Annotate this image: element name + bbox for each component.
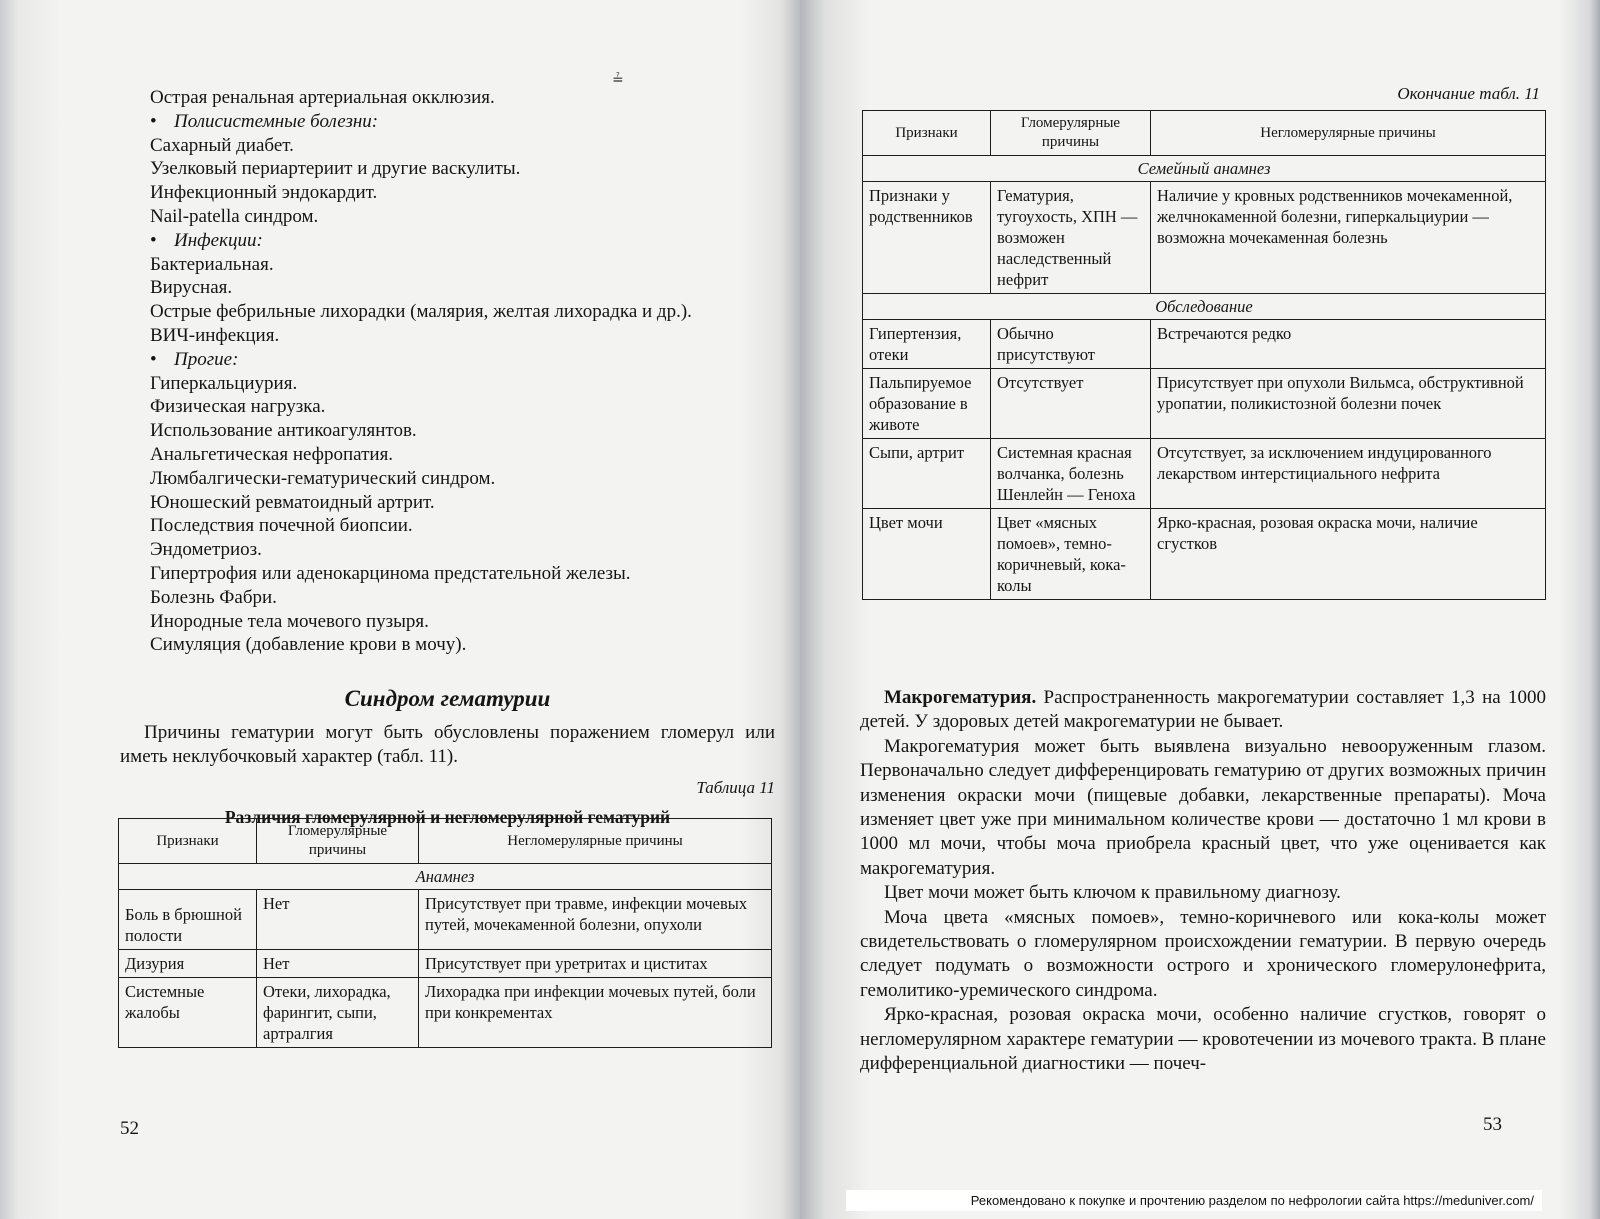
left-section bbox=[120, 675, 775, 830]
table-cell: Пальпируемое образование в животе bbox=[863, 369, 991, 439]
list-item: Вирусная. bbox=[150, 277, 233, 299]
list-item: Острые фебрильные лихорадки (малярия, желтая лихорадка и др.). bbox=[150, 301, 692, 323]
table-cell: Дизурия bbox=[119, 950, 257, 978]
table-row bbox=[119, 890, 772, 950]
list-item: Инородные тела мочевого пузыря. bbox=[150, 610, 429, 632]
right-page bbox=[800, 0, 1600, 1219]
paragraph-text: Распространенность макрогематурии составляет 1,3 на 1000 детей. У здоровых детей макрогематурии не бывает. bbox=[860, 687, 1546, 733]
table-row bbox=[863, 320, 1546, 369]
list-item: Гипертрофия или аденокарцинома предстательной железы. bbox=[150, 562, 631, 584]
paragraph-lead: Макрогематурия. bbox=[884, 687, 1037, 708]
header-cell: Негломерулярные причины bbox=[1151, 111, 1546, 156]
header-cell: Гломерулярные причины bbox=[991, 111, 1151, 156]
list-item: Анальгетическая нефропатия. bbox=[150, 443, 394, 465]
paragraph: Макрогематурия может быть выявлена визуально невооруженным глазом. Первоначально следует дифференцировать гематурию от других возможных причин изменения окраски мочи (пищевые добавки, лекарственные препараты). Моча изменяет цвет уже при минимальном количестве крови — достаточно 1 мл крови в 1000 мл мочи, чтобы моча приобрела красный цвет, что уже оценивается как макрогематурия. bbox=[860, 735, 1546, 879]
list-item: Nail-patella синдром. bbox=[150, 205, 319, 227]
list-heading: • Инфекции: bbox=[150, 229, 790, 253]
list-item: Использование антикоагулянтов. bbox=[150, 420, 417, 442]
table-cell: Нет bbox=[257, 950, 419, 978]
table-cell: Гематурия, тугоухость, ХПН — возможен наследственный нефрит bbox=[991, 182, 1151, 294]
intro-paragraph: Причины гематурии могут быть обусловлены поражением гломерул или иметь неклубочковый характер (табл. 11). bbox=[120, 721, 775, 767]
header-cell: Гломерулярные причины bbox=[257, 819, 419, 864]
table-section-row bbox=[863, 294, 1546, 320]
list-item: Юношеский ревматоидный артрит. bbox=[150, 491, 435, 513]
table-row bbox=[863, 439, 1546, 509]
table-cell: Признаки у родственников bbox=[863, 182, 991, 294]
table-11-part1 bbox=[118, 818, 772, 1048]
table-row bbox=[863, 182, 1546, 294]
table-cell: Присутствует при опухоли Вильмса, обструктивной уропатии, поликистозной болезни почек bbox=[1151, 369, 1546, 439]
table-cell: Встречаются редко bbox=[1151, 320, 1546, 369]
table-header-row bbox=[863, 111, 1546, 156]
list-item: Сахарный диабет. bbox=[150, 134, 294, 156]
list-item: Инфекционный эндокардит. bbox=[150, 182, 378, 204]
right-body-text bbox=[860, 686, 1546, 1077]
list-heading: • Полисистемные болезни: bbox=[150, 110, 790, 134]
left-top-text bbox=[150, 86, 790, 657]
table-cell: Отеки, лихорадка, фарингит, сыпи, артралгия bbox=[257, 978, 419, 1048]
table-cell: Сыпи, артрит bbox=[863, 439, 991, 509]
table-cell: Цвет мочи bbox=[863, 509, 991, 600]
table-cell: Системные жалобы bbox=[119, 978, 257, 1048]
table-cell: Обычно присутствуют bbox=[991, 320, 1151, 369]
table-cell: Ярко-красная, розовая окраска мочи, наличие сгустков bbox=[1151, 509, 1546, 600]
list-item: Физическая нагрузка. bbox=[150, 396, 326, 418]
table-cell: Присутствует при травме, инфекции мочевых путей, мочекаменной болезни, опухоли bbox=[419, 890, 772, 950]
paragraph: Ярко-красная, розовая окраска мочи, особенно наличие сгустков, говорят о негломерулярном характере гематурии — кровотечении из мочевого тракта. В плане дифференциальной диагностики — почеч- bbox=[860, 1004, 1546, 1075]
table-row bbox=[119, 978, 772, 1048]
page-number-left: 52 bbox=[120, 1118, 139, 1139]
list-item: ВИЧ-инфекция. bbox=[150, 324, 280, 346]
table-cell: Нет bbox=[257, 890, 419, 950]
table-title: Различия гломерулярной и негломерулярной гематурий bbox=[224, 807, 671, 828]
table-row bbox=[863, 369, 1546, 439]
list-item: Бактериальная. bbox=[150, 253, 274, 275]
table-header-row bbox=[119, 819, 772, 864]
table-row bbox=[863, 509, 1546, 600]
table-cell: Наличие у кровных родственников мочекаменной, желчнокаменной болезни, гиперкальциурии — возможна мочекаменная болезнь bbox=[1151, 182, 1546, 294]
section-cell: Анамнез bbox=[119, 864, 772, 890]
table-caption: Таблица 11 bbox=[696, 778, 775, 798]
footer-recommendation: Рекомендовано к покупке и прочтению разделом по нефрологии сайта https://meduniver.com/ bbox=[846, 1190, 1542, 1211]
table-section-row bbox=[119, 864, 772, 890]
list-item: Болезнь Фабри. bbox=[150, 586, 277, 608]
paragraph bbox=[860, 686, 1546, 735]
table-section-row bbox=[863, 156, 1546, 182]
page-number-right: 53 bbox=[1483, 1114, 1502, 1135]
section-cell: Обследование bbox=[863, 294, 1546, 320]
table-row bbox=[119, 950, 772, 978]
table-cell: Отсутствует bbox=[991, 369, 1151, 439]
paragraph: Цвет мочи может быть ключом к правильному диагнозу. bbox=[884, 882, 1341, 904]
table-11-part2 bbox=[862, 110, 1546, 600]
header-cell: Признаки bbox=[863, 111, 991, 156]
section-title: Синдром гематурии bbox=[344, 686, 551, 711]
list-heading: • Прогие: bbox=[150, 348, 790, 372]
table-cell: Присутствует при уретритах и циститах bbox=[419, 950, 772, 978]
paragraph: Моча цвета «мясных помоев», темно-коричневого или кока-колы может свидетельствовать о гломерулярном происхождении гематурии. В первую очередь следует подумать о возможности острого и хронического гломерулонефрита, гемолитико-уремического синдрома. bbox=[860, 906, 1546, 1001]
list-item: Эндометриоз. bbox=[150, 539, 262, 561]
table-cell: Системная красная волчанка, болезнь Шенлейн — Геноха bbox=[991, 439, 1151, 509]
list-item: Симуляция (добавление крови в мочу). bbox=[150, 634, 467, 656]
section-cell: Семейный анамнез bbox=[863, 156, 1546, 182]
table-cell: Боль в брюшной полости bbox=[119, 890, 257, 950]
header-cell: Признаки bbox=[119, 819, 257, 864]
list-item: Последствия почечной биопсии. bbox=[150, 515, 413, 537]
list-item: Гиперкальциурия. bbox=[150, 372, 298, 394]
table-caption-continued: Окончание табл. 11 bbox=[1397, 84, 1540, 103]
table-cell: Цвет «мясных помоев», темно-коричневый, кока-колы bbox=[991, 509, 1151, 600]
table-cell: Лихорадка при инфекции мочевых путей, боли при конкрементах bbox=[419, 978, 772, 1048]
table-cell: Гипертензия, отеки bbox=[863, 320, 991, 369]
list-item: Острая ренальная артериальная окклюзия. bbox=[150, 87, 495, 108]
list-item: Люмбалгически-гематурический синдром. bbox=[150, 467, 496, 489]
print-mark: ≟ bbox=[612, 73, 624, 88]
table-cell: Отсутствует, за исключением индуцированного лекарством интерстициального нефрита bbox=[1151, 439, 1546, 509]
header-cell: Негломерулярные причины bbox=[419, 819, 772, 864]
list-item: Узелковый периартериит и другие васкулиты. bbox=[150, 158, 521, 180]
